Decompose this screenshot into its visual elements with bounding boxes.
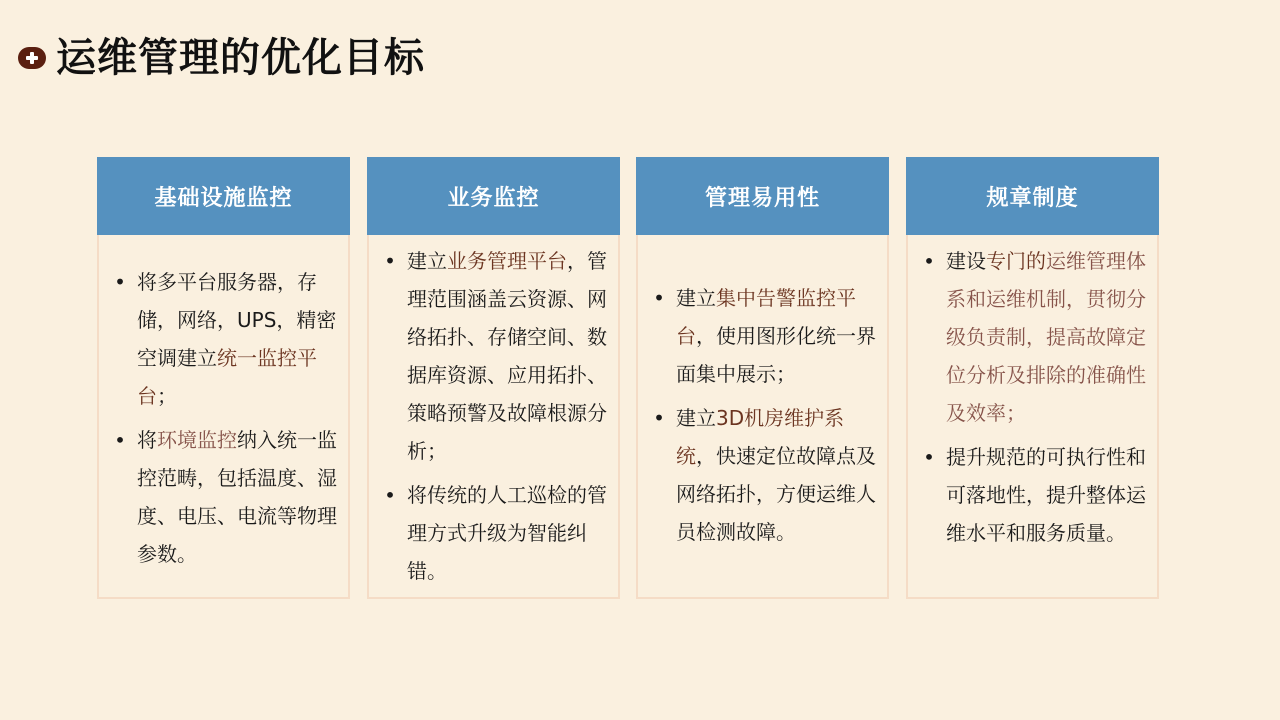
list-item: • 将传统的人工巡检的管理方式升级为智能纠错。 xyxy=(383,476,608,590)
card-body xyxy=(906,235,1159,599)
bullet-icon: • xyxy=(923,445,935,469)
list-item: • 将环境监控纳入统一监控范畴，包括温度、湿度、电压、电流等物理参数。 xyxy=(113,421,338,573)
list-item: • 将多平台服务器，存储，网络，UPS，精密空调建立统一监控平台； xyxy=(113,263,338,415)
card-body xyxy=(367,235,620,599)
list-item: • 建立集中告警监控平台，使用图形化统一界面集中展示； xyxy=(652,279,877,393)
card-body xyxy=(636,235,889,599)
bullet-icon: • xyxy=(923,249,935,273)
card-header: 规章制度 xyxy=(906,157,1159,235)
list-item: • 提升规范的可执行性和可落地性，提升整体运维水平和服务质量。 xyxy=(922,438,1147,552)
bullet-icon: • xyxy=(114,428,126,452)
list-item: • 建设专门的运维管理体系和运维机制，贯彻分级负责制，提高故障定位分析及排除的准确性及效率； xyxy=(922,242,1147,432)
card-header: 基础设施监控 xyxy=(97,157,350,235)
list-item: • 建立3D机房维护系统，快速定位故障点及网络拓扑，方便运维人员检测故障。 xyxy=(652,399,877,551)
list-item: • 建立业务管理平台，管理范围涵盖云资源、网络拓扑、存储空间、数据库资源、应用拓扑、策略预警及故障根源分析； xyxy=(383,242,608,470)
bullet-icon: • xyxy=(384,249,396,273)
bullet-icon: • xyxy=(114,270,126,294)
card-header: 业务监控 xyxy=(367,157,620,235)
card-management-usability xyxy=(636,157,889,599)
add-circle-icon xyxy=(18,47,46,69)
card-body xyxy=(97,235,350,599)
title-row xyxy=(18,30,425,86)
bullet-icon: • xyxy=(384,483,396,507)
bullet-icon: • xyxy=(653,286,665,310)
card-infrastructure-monitoring xyxy=(97,157,350,599)
card-header: 管理易用性 xyxy=(636,157,889,235)
bullet-icon: • xyxy=(653,406,665,430)
page-title: 运维管理的优化目标 xyxy=(56,35,425,81)
card-business-monitoring xyxy=(367,157,620,599)
card-regulations xyxy=(906,157,1159,599)
